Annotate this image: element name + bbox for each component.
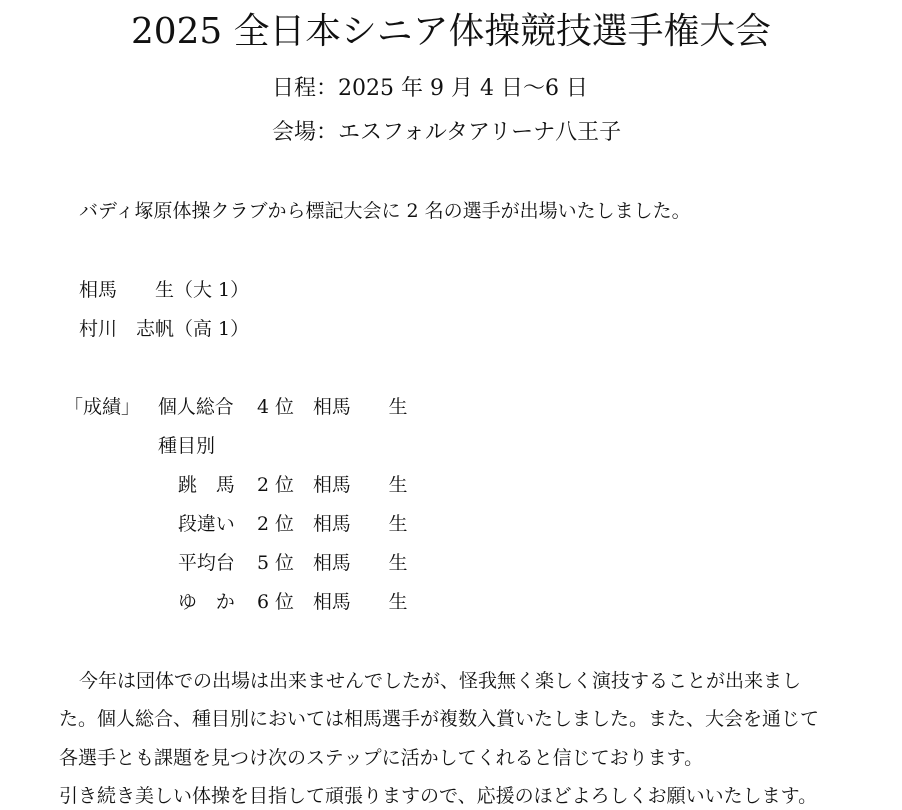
- result-athlete: 相馬 生: [313, 513, 408, 535]
- result-rank: 4 位: [257, 396, 294, 418]
- result-event: 跳 馬: [178, 474, 235, 496]
- result-row: [0, 588, 902, 616]
- closing-line: 各選手とも課題を見つけ次のステップに活かしてくれると信じております。: [59, 747, 704, 769]
- closing-line: 引き続き美しい体操を目指して頑張りますので、応援のほどよろしくお願いいたします。: [59, 785, 818, 807]
- result-athlete: 相馬 生: [313, 552, 408, 574]
- result-athlete: 相馬 生: [313, 591, 408, 613]
- result-rank: 2 位: [257, 474, 294, 496]
- result-row: [0, 510, 902, 538]
- result-row-overall: [0, 393, 902, 421]
- result-event: 平均台: [178, 552, 235, 574]
- result-rank: 6 位: [257, 591, 294, 613]
- event-schedule: 日程：2025 年 9 月 4 日〜6 日: [272, 76, 588, 101]
- result-rank: 2 位: [257, 513, 294, 535]
- result-row: [0, 471, 902, 499]
- athlete-entry: 村川 志帆（高 1）: [79, 318, 250, 340]
- athlete-entry: 相馬 生（大 1）: [79, 279, 250, 301]
- by-event-label: 種目別: [158, 435, 216, 457]
- result-event: 個人総合: [158, 396, 234, 418]
- result-event: 段違い: [178, 513, 235, 535]
- closing-line: 今年は団体での出場は出来ませんでしたが、怪我無く楽しく演技することが出来まし: [79, 670, 802, 692]
- results-label: 「成績」: [64, 396, 141, 418]
- result-rank: 5 位: [257, 552, 294, 574]
- event-venue: 会場：エスフォルタアリーナ八王子: [272, 120, 622, 145]
- intro-text: バディ塚原体操クラブから標記大会に 2 名の選手が出場いたしました。: [79, 200, 691, 222]
- result-event: ゆ か: [178, 591, 235, 613]
- result-athlete: 相馬 生: [313, 474, 408, 496]
- result-row: [0, 549, 902, 577]
- result-athlete: 相馬 生: [313, 396, 408, 418]
- closing-line: た。個人総合、種目別においては相馬選手が複数入賞いたしました。また、大会を通じて: [59, 708, 820, 730]
- page-title: 2025 全日本シニア体操競技選手権大会: [131, 11, 771, 52]
